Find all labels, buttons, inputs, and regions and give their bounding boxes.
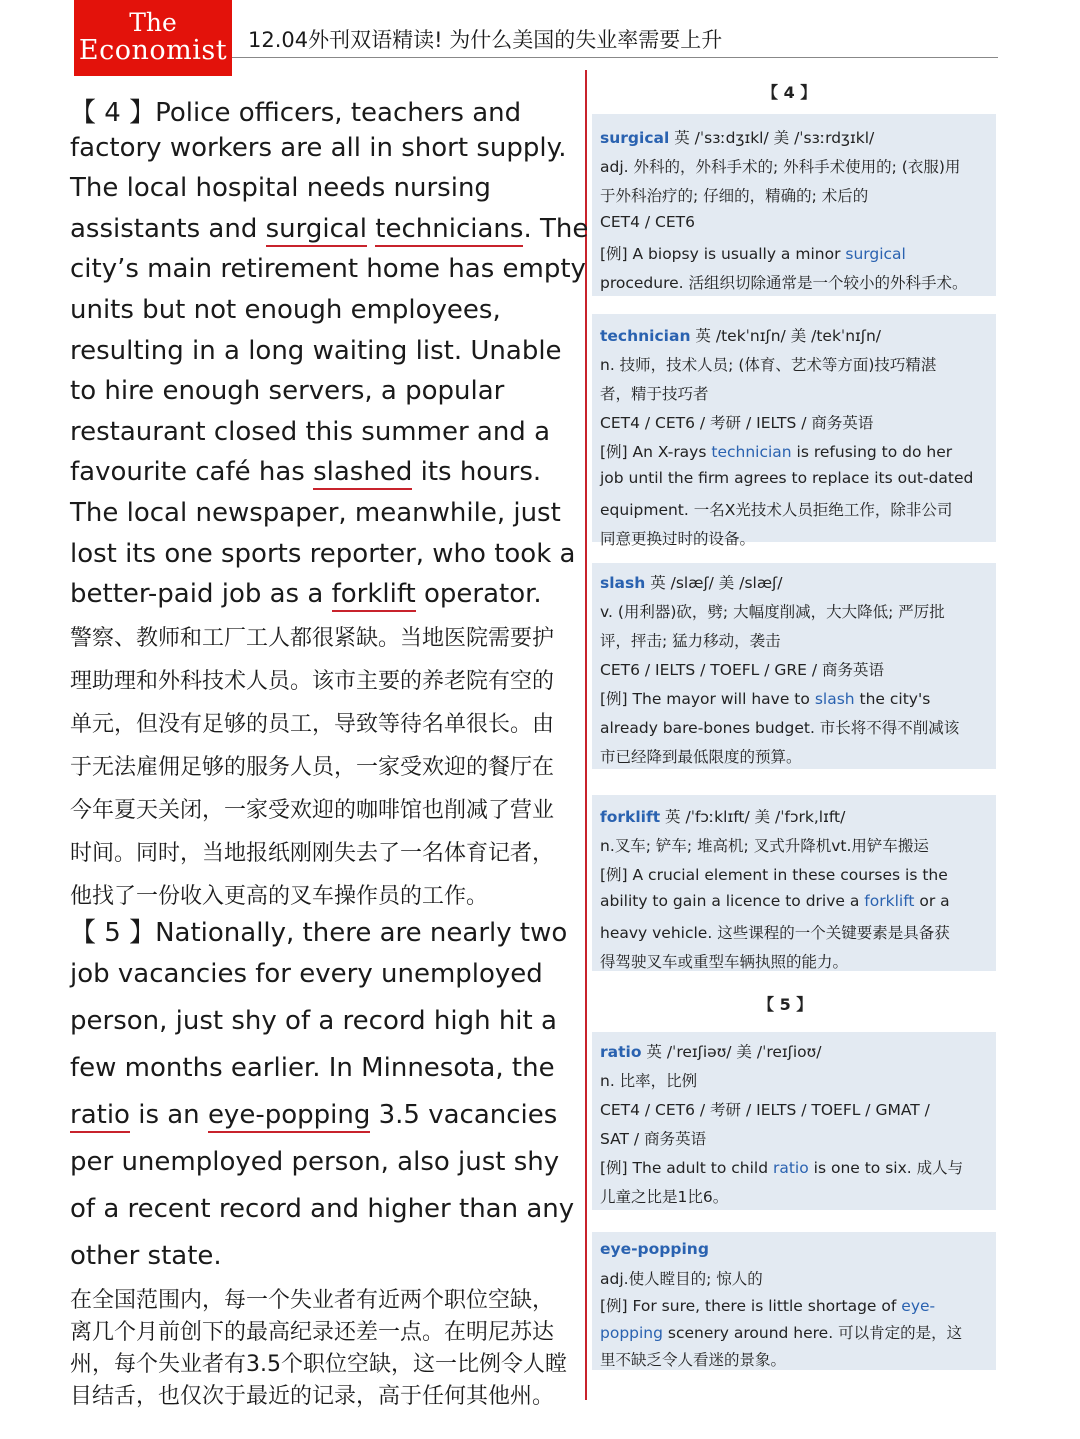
text-segment: 市已经降到最低限度的预算。 — [600, 748, 802, 766]
vocab-line — [600, 1321, 962, 1343]
text-segment: scenery around here. 可以肯定的是，这 — [662, 1324, 963, 1342]
vocab-section-5-label: 【 5 】 — [758, 995, 813, 1014]
text-segment: its hours. — [412, 457, 542, 488]
highlighted-word: eye- — [901, 1297, 936, 1315]
vocab-headword-row — [600, 324, 881, 346]
vocab-phonetic: 英 /ˈreɪʃiəʊ/ 美 /ˈreɪʃioʊ/ — [641, 1043, 822, 1061]
text-segment: n. 比率，比例 — [600, 1072, 698, 1090]
text-segment: 于外科治疗的; 仔细的，精确的; 术后的 — [600, 187, 869, 205]
chinese-line: 时间。同时，当地报纸刚刚失去了一名体育记者， — [70, 841, 555, 866]
vocab-card-slash — [592, 563, 996, 769]
vocab-headword-row — [600, 1040, 821, 1062]
text-segment: assistants and — [70, 213, 266, 244]
vocab-phonetic: 英 /ˈfɔːklɪft/ 美 /ˈfɔrk,lɪft/ — [660, 808, 846, 826]
text-segment: CET6 / IELTS / TOEFL / GRE / 商务英语 — [600, 661, 885, 679]
key-vocab-word: ratio — [70, 1100, 130, 1133]
text-segment: better-paid job as a — [70, 579, 332, 610]
vocab-card-ratio — [592, 1032, 996, 1210]
text-segment: v. (用利器)砍，劈; 大幅度削减，大大降低; 严厉批 — [600, 603, 945, 621]
vocab-line — [600, 213, 695, 231]
vocab-line — [600, 242, 906, 264]
vocab-line — [600, 184, 868, 206]
highlighted-word: slash — [814, 690, 855, 708]
vocab-line — [600, 1348, 786, 1370]
vocab-line — [600, 921, 950, 943]
vocab-headword-row — [600, 571, 782, 593]
vocab-card-eye-popping — [592, 1232, 996, 1370]
vocab-line — [600, 1185, 728, 1207]
chinese-line: 今年夏天关闭，一家受欢迎的咖啡馆也削减了营业 — [70, 798, 555, 823]
text-segment: 3.5 vacancies — [370, 1100, 558, 1130]
vocab-headword: slash — [600, 574, 646, 592]
text-segment: or a — [914, 892, 950, 910]
text-segment: [例] For sure, there is little shortage of — [600, 1297, 902, 1315]
key-vocab-word: forklift — [332, 579, 416, 612]
chinese-line: 州，每个失业者有3.5个职位空缺，这一比例令人瞠 — [70, 1352, 567, 1377]
vocab-headword-row — [600, 1240, 709, 1258]
vocab-headword: forklift — [600, 808, 661, 826]
text-segment: [例] The mayor will have to — [600, 690, 815, 708]
vocab-phonetic: 英 /ˈsɜːdʒɪkl/ 美 /ˈsɜːrdʒɪkl/ — [669, 129, 875, 147]
vocab-line — [600, 834, 929, 856]
english-line: few months earlier. In Minnesota, the — [70, 1053, 555, 1083]
text-segment: heavy vehicle. 这些课程的一个关键要素是具备获 — [600, 924, 950, 942]
text-segment: 儿童之比是1比6。 — [600, 1188, 729, 1206]
english-line: to hire enough servers, a popular — [70, 376, 505, 407]
text-segment: 里不缺乏令人看迷的景象。 — [600, 1351, 787, 1369]
english-line: resulting in a long waiting list. Unable — [70, 335, 562, 366]
vocab-line — [600, 440, 952, 462]
english-line — [70, 214, 588, 244]
text-segment: adj. 外科的，外科手术的; 外科手术使用的; (衣服)用 — [600, 158, 961, 176]
english-line — [70, 579, 542, 609]
text-segment: [例] An X-rays — [600, 443, 712, 461]
chinese-line: 于无法雇佣足够的服务人员，一家受欢迎的餐厅在 — [70, 755, 555, 780]
english-line: job vacancies for every unemployed — [70, 959, 543, 989]
vocab-line — [600, 1294, 935, 1316]
english-line: lost its one sports reporter, who took a — [70, 538, 576, 569]
english-line: factory workers are all in short supply. — [70, 132, 567, 163]
text-segment: n.叉车; 铲车; 堆高机; 叉式升降机vt.用铲车搬运 — [600, 837, 929, 855]
english-line: other state. — [70, 1241, 222, 1271]
vocab-section-4-label: 【 4 】 — [762, 83, 817, 102]
vocab-line — [600, 1098, 930, 1120]
text-segment: CET4 / CET6 / 考研 / IELTS / 商务英语 — [600, 414, 874, 432]
chinese-line: 目结舌，也仅次于最近的记录，高于任何其他州。 — [70, 1384, 555, 1409]
vocab-line — [600, 687, 930, 709]
vocab-card-surgical — [592, 114, 996, 296]
vocab-card-technician — [592, 314, 996, 548]
vocab-headword: surgical — [600, 129, 670, 147]
english-line: per unemployed person, also just shy — [70, 1147, 560, 1177]
vocab-line — [600, 863, 948, 885]
english-line: The local newspaper, meanwhile, just — [70, 498, 561, 528]
text-segment: is one to six. 成人与 — [808, 1159, 964, 1177]
chinese-line: 理助理和外科技术人员。该市主要的养老院有空的 — [70, 669, 555, 694]
vocab-line — [600, 1267, 763, 1289]
text-segment: 同意更换过时的设备。 — [600, 530, 756, 548]
vocab-line — [600, 411, 873, 433]
text-segment: SAT / 商务英语 — [600, 1130, 707, 1148]
vocab-headword-row — [600, 805, 845, 827]
text-segment: already bare-bones budget. 市长将不得不削减该 — [600, 719, 960, 737]
english-line — [70, 457, 541, 487]
english-line: 【 4 】Police officers, teachers and — [70, 98, 522, 128]
english-line — [70, 1100, 557, 1130]
vocab-line — [600, 469, 973, 487]
text-segment: job until the firm agrees to replace its out-dated — [600, 469, 974, 487]
text-segment: is refusing to do her — [791, 443, 953, 461]
vocab-line — [600, 382, 709, 404]
text-segment: the city's — [854, 690, 931, 708]
vocab-line — [600, 892, 950, 910]
english-line: units but not enough employees, — [70, 295, 501, 325]
vocab-line — [600, 155, 960, 177]
text-segment: [例] A crucial element in these courses is the — [600, 866, 948, 884]
chinese-line: 离几个月前创下的最高纪录还差一点。在明尼苏达 — [70, 1320, 555, 1345]
english-line: city’s main retirement home has empty — [70, 254, 586, 285]
vocab-headword-row — [600, 126, 874, 148]
key-vocab-word: eye-popping — [208, 1100, 370, 1133]
highlighted-word: forklift — [864, 892, 915, 910]
highlighted-word: surgical — [845, 245, 906, 263]
chinese-line: 在全国范围内，每一个失业者有近两个职位空缺， — [70, 1288, 555, 1313]
text-segment: ability to gain a licence to drive a — [600, 892, 865, 910]
vocab-line — [600, 498, 952, 520]
key-vocab-word: surgical — [266, 214, 367, 247]
text-segment: CET4 / CET6 / 考研 / IELTS / TOEFL / GMAT / — [600, 1101, 930, 1119]
header-rule — [232, 57, 998, 58]
text-segment: equipment. 一名X光技术人员拒绝工作，除非公司 — [600, 501, 953, 519]
vocab-line — [600, 1156, 963, 1178]
vocab-line — [600, 271, 968, 293]
vocab-line — [600, 716, 959, 738]
logo-line-2: Economist — [78, 35, 228, 66]
vocab-line — [600, 658, 884, 680]
vocab-line — [600, 950, 848, 972]
chinese-line: 他找了一份收入更高的叉车操作员的工作。 — [70, 884, 489, 909]
text-segment: operator. — [415, 579, 542, 610]
text-segment: adj.使人瞠目的; 惊人的 — [600, 1270, 763, 1288]
text-segment: 者，精于技巧者 — [600, 385, 709, 403]
text-segment: 得驾驶叉车或重型车辆执照的能力。 — [600, 953, 849, 971]
text-segment: [例] A biopsy is usually a minor — [600, 245, 846, 263]
vocab-headword: technician — [600, 327, 691, 345]
vocab-line — [600, 629, 781, 651]
english-line: The local hospital needs nursing — [70, 173, 491, 204]
key-vocab-word: slashed — [313, 457, 412, 490]
english-line: of a recent record and higher than any — [70, 1194, 575, 1224]
vocab-phonetic: 英 /slæʃ/ 美 /slæʃ/ — [645, 574, 783, 592]
text-segment: [例] The adult to child — [600, 1159, 773, 1177]
highlighted-word: technician — [711, 443, 792, 461]
vocab-line — [600, 600, 945, 622]
chinese-line: 警察、教师和工厂工人都很紧缺。当地医院需要护 — [70, 626, 555, 651]
vocab-line — [600, 527, 755, 549]
text-segment: is an — [129, 1100, 208, 1130]
vocab-headword: eye-popping — [600, 1240, 709, 1258]
text-segment: 评，抨击; 猛力移动，袭击 — [600, 632, 781, 650]
english-line: 【 5 】Nationally, there are nearly two — [70, 918, 568, 948]
economist-logo — [74, 0, 232, 76]
vocab-line — [600, 1069, 697, 1091]
highlighted-word: ratio — [772, 1159, 809, 1177]
english-line: person, just shy of a record high hit a — [70, 1006, 557, 1036]
chinese-line: 单元，但没有足够的员工，导致等待名单很长。由 — [70, 712, 555, 737]
vocab-line — [600, 745, 802, 767]
text-segment: n. 技师，技术人员; (体育、艺术等方面)技巧精湛 — [600, 356, 937, 374]
highlighted-word: popping — [600, 1324, 663, 1342]
vocab-line — [600, 353, 936, 375]
key-vocab-word: technicians — [375, 214, 523, 247]
page-title: 12.04外刊双语精读! 为什么美国的失业率需要上升 — [248, 28, 723, 52]
vocab-headword: ratio — [600, 1043, 642, 1061]
vocab-phonetic: 英 /tekˈnɪʃn/ 美 /tekˈnɪʃn/ — [690, 327, 882, 345]
text-segment: favourite café has — [70, 457, 314, 488]
vocab-line — [600, 1127, 706, 1149]
logo-line-1: The — [129, 8, 177, 37]
english-line: restaurant closed this summer and a — [70, 416, 551, 447]
text-segment: procedure. 活组织切除通常是一个较小的外科手术。 — [600, 274, 968, 292]
text-segment: CET4 / CET6 — [600, 213, 695, 231]
text-segment: . The — [523, 213, 589, 244]
vocab-card-forklift — [592, 795, 996, 971]
